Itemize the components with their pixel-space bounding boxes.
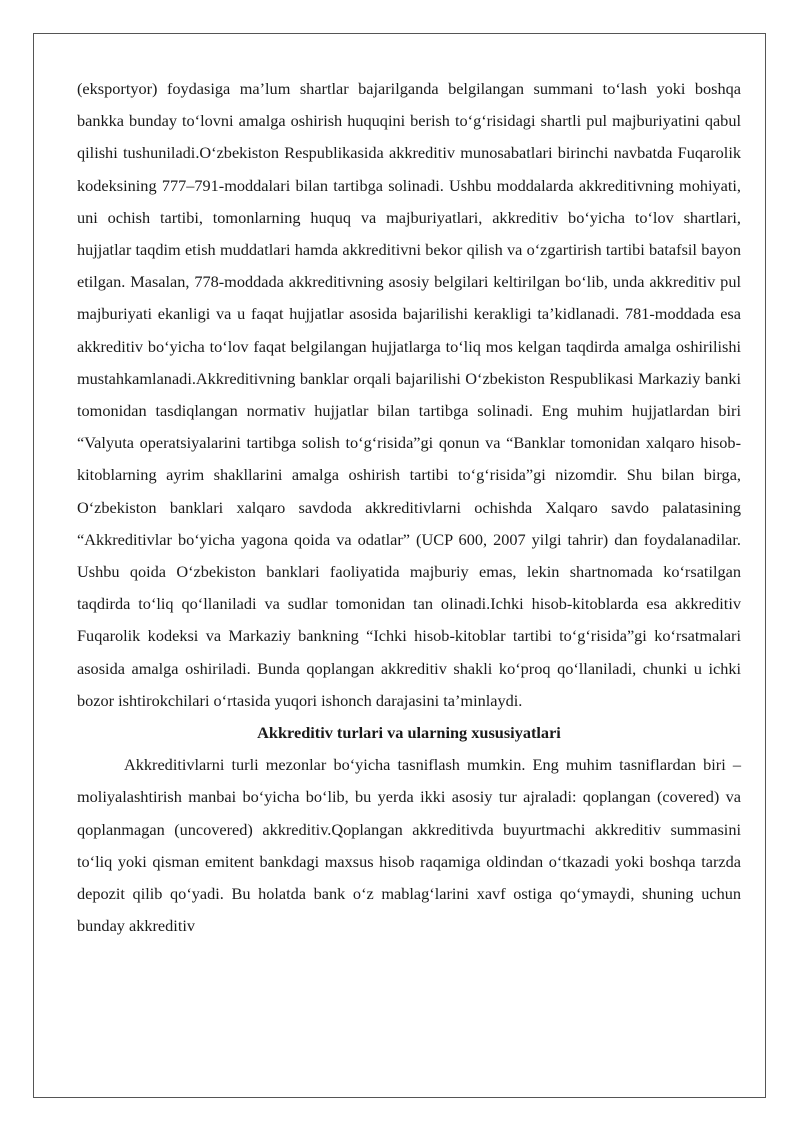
section-heading: Akkreditiv turlari va ularning xususiyatlari (257, 723, 561, 743)
section-paragraph: Akkreditivlarni turli mezonlar bo‘yicha tasniflash mumkin. Eng muhim tasniflardan biri – moliyalashtirish manbai bo‘yicha bo‘lib, bu yerda ikki asosiy tur ajraladi: qoplangan (covered) va qoplanmagan (uncovered) akkreditiv.Qoplangan akkreditivda buyurtmachi akkreditiv summasini to‘liq yoki qisman emitent bankdagi maxsus hisob raqamiga oldindan o‘tkazadi yoki boshqa tarzda depozit qilib qo‘yadi. Bu holatda bank o‘z mablag‘larini xavf ostiga qo‘ymaydi, shuning uchun bunday akkreditiv (77, 755, 741, 936)
document-body (77, 73, 741, 942)
body-paragraph: (eksportyor) foydasiga ma’lum shartlar bajarilganda belgilangan summani to‘lash yoki boshqa bankka bunday to‘lovni amalga oshirish huquqini berish to‘g‘risidagi shartli pul majburiyatini qabul qilishi tushuniladi.O‘zbekiston Respublikasida akkreditiv munosabatlari birinchi navbatda Fuqarolik kodeksining 777–791-moddalari bilan tartibga solinadi. Ushbu moddalarda akkreditivning mohiyati, uni ochish tartibi, tomonlarning huquq va majburiyatlari, akkreditiv bo‘yicha to‘lov shartlari, hujjatlar taqdim etish muddatlari hamda akkreditivni bekor qilish va o‘zgartirish tartibi batafsil bayon etilgan. Masalan, 778-moddada akkreditivning asosiy belgilari keltirilgan bo‘lib, unda akkreditiv pul majburiyati ekanligi va u faqat hujjatlar asosida bajarilishi kerakligi ta’kidlanadi. 781-moddada esa akkreditiv bo‘yicha to‘lov faqat belgilangan hujjatlarga to‘liq mos kelgan taqdirda amalga oshirilishi mustahkamlanadi.Akkreditivning banklar orqali bajarilishi O‘zbekiston Respublikasi Markaziy banki tomonidan tasdiqlangan normativ hujjatlar bilan tartibga solinadi. Eng muhim hujjatlardan biri “Valyuta operatsiyalarini tartibga solish to‘g‘risida”gi qonun va “Banklar tomonidan xalqaro hisob-kitoblarning ayrim shakllarini amalga oshirish tartibi to‘g‘risida”gi nizomdir. Shu bilan birga, O‘zbekiston banklari xalqaro savdoda akkreditivlarni ochishda Xalqaro savdo palatasining “Akkreditivlar bo‘yicha yagona qoida va odatlar” (UCP 600, 2007 yilgi tahrir) dan foydalanadilar. Ushbu qoida O‘zbekiston banklari faoliyatida majburiy emas, lekin shartnomada ko‘rsatilgan taqdirda to‘liq qo‘llaniladi va sudlar tomonidan tan olinadi.Ichki hisob-kitoblarda esa akkreditiv Fuqarolik kodeksi va Markaziy bankning “Ichki hisob-kitoblar tartibi to‘g‘risida”gi ko‘rsatmalari asosida amalga oshiriladi. Bunda qoplangan akkreditiv shakli ko‘proq qo‘llaniladi, chunki u ichki bozor ishtirokchilari o‘rtasida yuqori ishonch darajasini ta’minlaydi. (77, 79, 741, 710)
